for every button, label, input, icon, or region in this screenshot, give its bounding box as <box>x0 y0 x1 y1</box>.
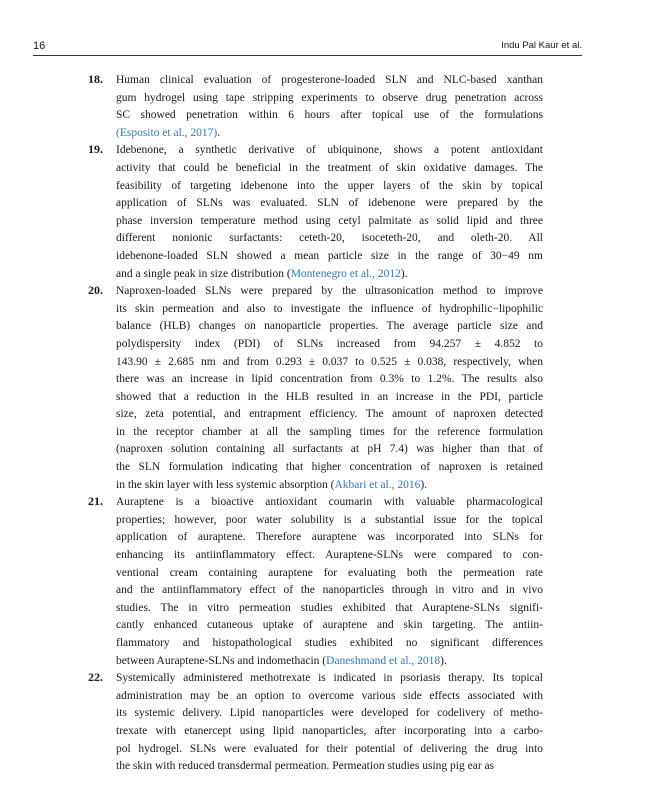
text-line: and a single peak in size distribution (Montenegro et al., 2012). <box>116 267 408 280</box>
text-line: (naproxen solution containing all surfactants at pH 7.4) was higher than that of <box>116 443 543 456</box>
citation-link[interactable]: Akbari et al., 2016 <box>334 478 421 491</box>
text-line: in the skin layer with less systemic absorption (Akbari et al., 2016). <box>116 478 428 491</box>
text-line: its systemic delivery. Lipid nanoparticles were developed for codelivery of metho- <box>116 707 543 720</box>
text-line: in the receptor chamber at all the sampling times for the reference formulation <box>116 425 543 438</box>
text-line: polydispersity index (PDI) of SLNs increased from 94.257 ± 4.852 to <box>116 337 543 350</box>
item-number: 21. <box>88 494 103 509</box>
text-line: the skin with reduced transdermal permeation. Permeation studies using pig ear as <box>116 760 495 773</box>
item-number: 19. <box>88 142 103 157</box>
text-line: administration may be an option to overcome various side effects associated with <box>116 689 543 702</box>
text-line: balance (HLB) changes on nanoparticle properties. The average particle size and <box>116 320 543 333</box>
text-line: studies. The in vitro permeation studies exhibited that Auraptene-SLNs signifi- <box>116 601 543 614</box>
text-line: gum hydrogel using tape stripping experiments to observe drug penetration across <box>116 91 543 104</box>
text-line: pol hydrogel. SLNs were evaluated for their potential of delivering the drug into <box>116 742 543 755</box>
citation-link[interactable]: Daneshmand et al., 2018 <box>326 654 441 667</box>
text-line: Human clinical evaluation of progesterone-loaded SLN and NLC-based xanthan <box>116 74 543 86</box>
text-line: different nonionic surfactants: ceteth-20, isoceteth-20, and oleth-20. All <box>116 232 543 245</box>
text-line: application of SLNs was evaluated. SLN of idebenone were prepared by the <box>116 197 543 210</box>
text-line: cantly enhanced cutaneous uptake of auraptene and skin targeting. The antiin- <box>116 619 543 632</box>
text-line: its skin permeation and also to investigate the influence of hydrophilic−lipophilic <box>116 302 543 315</box>
header-rule <box>33 55 582 56</box>
text-line: application of auraptene. Therefore auraptene was incorporated into SLNs for <box>116 531 543 544</box>
text-line: phase inversion temperature method using cetyl palmitate as solid lipid and three <box>116 214 543 227</box>
text-line: Idebenone, a synthetic derivative of ubiquinone, shows a potent antioxidant <box>116 144 543 157</box>
text-line: showed that a reduction in the HLB resulted in an increase in the PDI, particle <box>116 390 543 403</box>
text-line: Naproxen-loaded SLNs were prepared by the ultrasonication method to improve <box>116 285 543 298</box>
page-number: 16 <box>33 40 46 52</box>
text-line: and the antiinflammatory effect of the nanoparticles through in vitro and in vivo <box>116 584 543 597</box>
text-line: Systemically administered methotrexate is indicated in psoriasis therapy. Its topical <box>116 672 543 685</box>
text-line: there was an increase in lipid concentration from 0.3% to 1.2%. The results also <box>116 373 543 386</box>
text-line: (Esposito et al., 2017). <box>116 126 221 139</box>
text-line: between Auraptene-SLNs and indomethacin (Daneshmand et al., 2018). <box>116 654 447 667</box>
text-line: feasibility of targeting idebenone into the upper layers of the skin by topical <box>116 179 543 192</box>
text-line: enhancing its antiinflammatory effect. Auraptene-SLNs were compared to con- <box>116 549 543 562</box>
running-author: Indu Pal Kaur et al. <box>501 40 582 51</box>
text-line: 143.90 ± 2.685 nm and from 0.293 ± 0.037 to 0.525 ± 0.038, respectively, when <box>116 355 543 368</box>
list-item <box>88 670 543 776</box>
text-line: flammatory and histopathological studies exhibited no significant differences <box>116 637 543 649</box>
citation-link[interactable]: Montenegro et al., 2012 <box>290 267 401 280</box>
item-number: 22. <box>88 670 103 685</box>
text-line: the SLN formulation indicating that higher concentration of naproxen is retained <box>116 461 543 474</box>
numbered-list <box>88 72 543 776</box>
text-line: properties; however, poor water solubility is a substantial issue for the topical <box>116 513 543 526</box>
text-line: SC showed penetration within 6 hours after topical use of the formulations <box>116 109 543 122</box>
text-line: Auraptene is a bioactive antioxidant coumarin with valuable pharmacological <box>116 496 543 509</box>
running-header <box>33 38 582 54</box>
list-item <box>88 72 543 142</box>
citation-link[interactable]: (Esposito et al., 2017) <box>116 126 218 139</box>
item-number: 20. <box>88 283 103 298</box>
text-line: trexate with etanercept using lipid nanoparticles, after incorporating into a carbo- <box>116 724 543 737</box>
text-line: activity that could be beneficial in the treatment of skin oxidative damages. The <box>116 161 543 174</box>
list-item <box>88 283 543 494</box>
list-item <box>88 494 543 670</box>
list-item <box>88 142 543 283</box>
item-number: 18. <box>88 72 103 86</box>
text-line: size, zeta potential, and entrapment efficiency. The amount of naproxen detected <box>116 408 543 421</box>
text-line: idebenone-loaded SLN showed a mean particle size in the range of 30−49 nm <box>116 249 543 262</box>
text-line: ventional cream containing auraptene for evaluating both the permeation rate <box>116 566 543 579</box>
